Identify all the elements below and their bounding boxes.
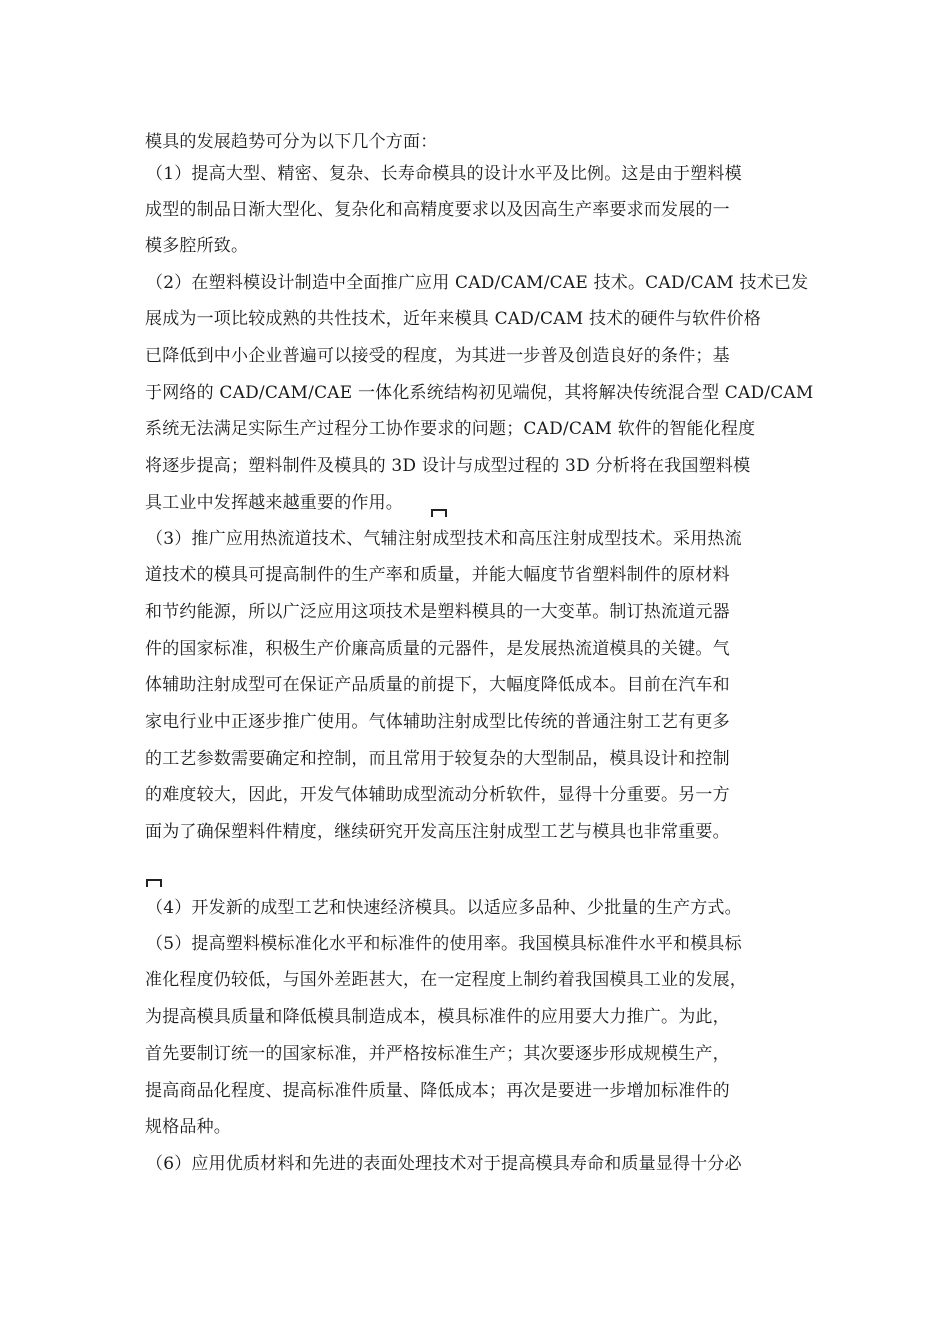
- item-2-line-1: （2）在塑料模设计制造中全面推广应用 CAD/CAM/CAE 技术。CAD/CAM 技术已发: [146, 273, 809, 293]
- item-3-line-3: 和节约能源，所以广泛应用这项技术是塑料模具的一大变革。制订热流道元器: [145, 602, 730, 622]
- item-2-line-7: 具工业中发挥越来越重要的作用。: [145, 493, 403, 513]
- item-3-line-5: 体辅助注射成型可在保证产品质量的前提下，大幅度降低成本。目前在汽车和: [145, 675, 730, 695]
- item-5-line-4: 首先要制订统一的国家标准，并严格按标准生产；其次要逐步形成规模生产，: [145, 1044, 730, 1064]
- item-1-line-1: （1）提高大型、精密、复杂、长寿命模具的设计水平及比例。这是由于塑料模: [146, 164, 742, 184]
- item-2-line-2: 展成为一项比较成熟的共性技术，近年来模具 CAD/CAM 技术的硬件与软件价格: [145, 309, 761, 329]
- item-2-line-4: 于网络的 CAD/CAM/CAE 一体化系统结构初见端倪，其将解决传统混合型 CAD/CAM: [145, 383, 814, 403]
- item-2-line-6: 将逐步提高；塑料制件及模具的 3D 设计与成型过程的 3D 分析将在我国塑料模: [145, 456, 751, 476]
- intro-line: 模具的发展趋势可分为以下几个方面：: [145, 132, 438, 152]
- item-2-line-5: 系统无法满足实际生产过程分工协作要求的问题；CAD/CAM 软件的智能化程度: [145, 419, 756, 439]
- paragraph-mark-icon: [431, 509, 447, 517]
- paragraph-mark-icon: [146, 879, 162, 887]
- item-6-line-1: （6）应用优质材料和先进的表面处理技术对于提高模具寿命和质量显得十分必: [146, 1154, 742, 1174]
- item-3-line-1: （3）推广应用热流道技术、气辅注射成型技术和高压注射成型技术。采用热流: [146, 529, 742, 549]
- item-5-line-1: （5）提高塑料模标准化水平和标准件的使用率。我国模具标准件水平和模具标: [146, 934, 742, 954]
- item-3-line-8: 的难度较大，因此，开发气体辅助成型流动分析软件，显得十分重要。另一方: [145, 785, 730, 805]
- item-5-line-2: 准化程度仍较低，与国外差距甚大，在一定程度上制约着我国模具工业的发展，: [145, 970, 747, 990]
- item-3-line-2: 道技术的模具可提高制件的生产率和质量，并能大幅度节省塑料制件的原材料: [145, 565, 730, 585]
- item-5-line-5: 提高商品化程度、提高标准件质量、降低成本；再次是要进一步增加标准件的: [145, 1081, 730, 1101]
- item-1-line-3: 模多腔所致。: [145, 236, 249, 256]
- item-5-line-3: 为提高模具质量和降低模具制造成本，模具标准件的应用要大力推广。为此，: [145, 1007, 730, 1027]
- item-5-line-6: 规格品种。: [145, 1117, 231, 1137]
- item-3-line-6: 家电行业中正逐步推广使用。气体辅助注射成型比传统的普通注射工艺有更多: [145, 712, 730, 732]
- item-1-line-2: 成型的制品日渐大型化、复杂化和高精度要求以及因高生产率要求而发展的一: [145, 200, 730, 220]
- item-3-line-9: 面为了确保塑料件精度，继续研究开发高压注射成型工艺与模具也非常重要。: [145, 822, 730, 842]
- item-3-line-4: 件的国家标准，积极生产价廉高质量的元器件，是发展热流道模具的关键。气: [145, 639, 730, 659]
- item-3-line-7: 的工艺参数需要确定和控制，而且常用于较复杂的大型制品，模具设计和控制: [145, 749, 730, 769]
- item-4-line-1: （4）开发新的成型工艺和快速经济模具。以适应多品种、少批量的生产方式。: [146, 898, 742, 918]
- item-2-line-3: 已降低到中小企业普遍可以接受的程度，为其进一步普及创造良好的条件；基: [145, 346, 730, 366]
